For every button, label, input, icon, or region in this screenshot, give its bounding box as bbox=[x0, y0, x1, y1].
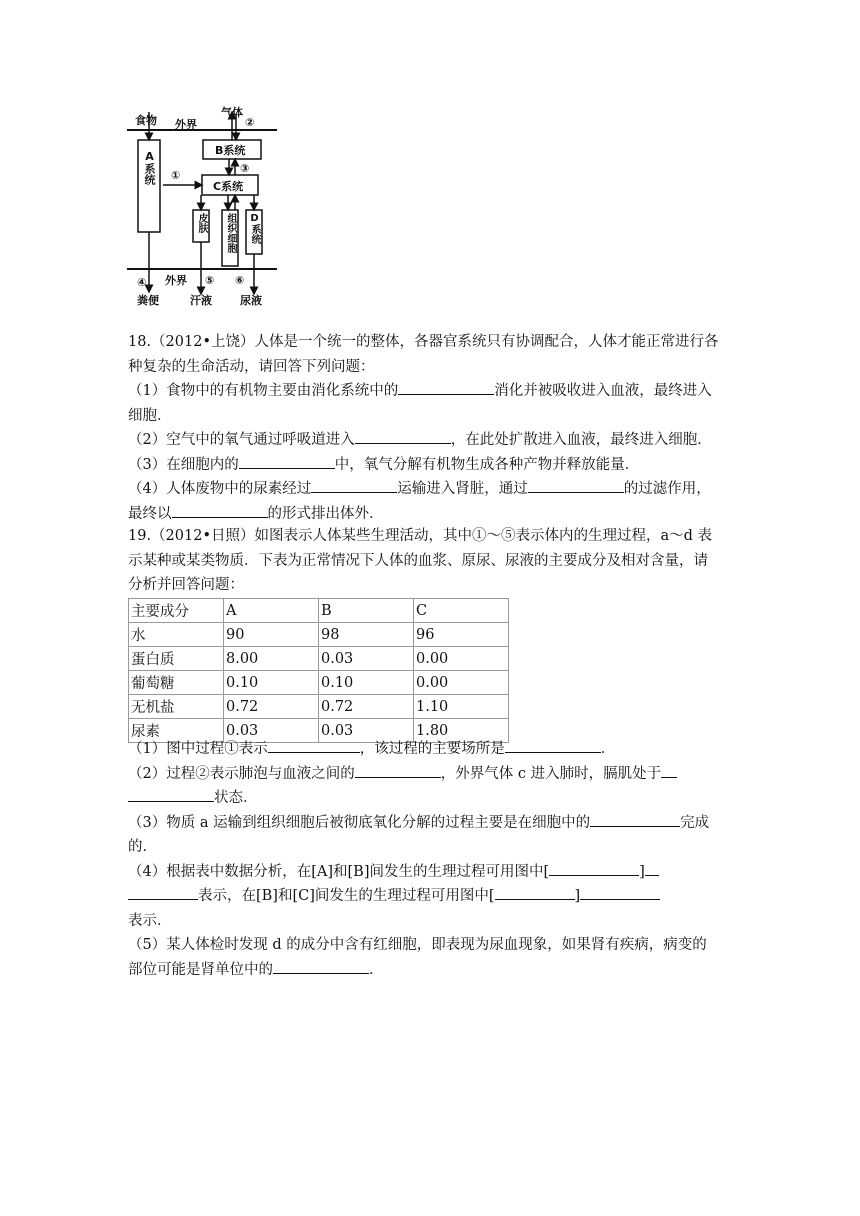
answer-blank[interactable] bbox=[661, 762, 677, 778]
answer-blank[interactable] bbox=[172, 502, 268, 518]
table-cell: 1.10 bbox=[414, 695, 509, 719]
answer-blank[interactable] bbox=[128, 884, 198, 900]
outside-top-label: 外界 bbox=[175, 118, 197, 131]
answer-blank[interactable] bbox=[580, 884, 660, 900]
table-cell: 蛋白质 bbox=[129, 647, 224, 671]
table-cell: 0.03 bbox=[319, 647, 414, 671]
answer-blank[interactable] bbox=[528, 477, 624, 493]
answer-blank[interactable] bbox=[239, 453, 335, 469]
question-18 bbox=[128, 330, 738, 526]
food-label: 食物 bbox=[135, 114, 157, 127]
answer-blank[interactable] bbox=[505, 737, 601, 753]
table-cell: 0.10 bbox=[224, 671, 319, 695]
table-row bbox=[129, 599, 509, 623]
b-system-label: B系统 bbox=[215, 144, 246, 157]
process-2-marker: ② bbox=[245, 116, 255, 129]
q18-part-4: （4）人体废物中的尿素经过 运输进入肾脏，通过 的过滤作用， bbox=[128, 477, 738, 502]
table-cell: A bbox=[224, 599, 319, 623]
q19-part-2: （2）过程②表示肺泡与血液之间的 ，外界气体 c 进入肺时，膈肌处于 bbox=[128, 762, 738, 787]
q18-part-1: （1）食物中的有机物主要由消化系统中的 消化并被吸收进入血液，最终进入 bbox=[128, 379, 738, 404]
table-cell: 90 bbox=[224, 623, 319, 647]
table-cell: 0.10 bbox=[319, 671, 414, 695]
q19-part-1: （1）图中过程①表示 ，该过程的主要场所是 ． bbox=[128, 737, 738, 762]
skin-label: 皮肤 bbox=[196, 213, 207, 233]
table-cell: 尿素 bbox=[129, 719, 224, 743]
gas-label: 气体 bbox=[221, 106, 243, 119]
q19-part-5: （5）某人体检时发现 d 的成分中含有红细胞，即表现为尿血现象，如果肾有疾病，病变的 bbox=[128, 937, 707, 953]
q19-part-2-cont: 状态． bbox=[128, 786, 738, 811]
answer-blank[interactable] bbox=[355, 762, 441, 778]
process-5-marker: ⑤ bbox=[205, 274, 215, 287]
feces-label: 粪便 bbox=[137, 294, 159, 307]
q19-line-2: 示某种或某类物质．下表为正常情况下人体的血浆、原尿、尿液的主要成分及相对含量，请 bbox=[128, 552, 708, 569]
process-1-marker: ① bbox=[171, 169, 181, 182]
table-cell: 水 bbox=[129, 623, 224, 647]
answer-blank[interactable] bbox=[311, 477, 397, 493]
answer-blank[interactable] bbox=[268, 737, 360, 753]
q18-part-4-cont: 最终以 的形式排出体外． bbox=[128, 502, 738, 527]
answer-blank[interactable] bbox=[128, 786, 214, 802]
answer-blank[interactable] bbox=[398, 379, 494, 395]
q19-part-4-end: 表示． bbox=[128, 912, 172, 929]
table-cell: 0.72 bbox=[224, 695, 319, 719]
answer-blank[interactable] bbox=[355, 428, 451, 444]
table-cell: 主要成分 bbox=[129, 599, 224, 623]
d-system-label: D系统 bbox=[249, 213, 260, 244]
table-cell: C bbox=[414, 599, 509, 623]
q18-part-2: （2）空气中的氧气通过呼吸道进入 ，在此处扩散进入血液，最终进入细胞． bbox=[128, 428, 738, 453]
table-cell: 0.72 bbox=[319, 695, 414, 719]
q19-part-3-cont: 的． bbox=[128, 839, 157, 855]
table-cell: 1.80 bbox=[414, 719, 509, 743]
process-3-marker: ③ bbox=[240, 162, 250, 175]
a-system-label: A系统 bbox=[143, 150, 156, 185]
q18-part-3: （3）在细胞内的 中，氧气分解有机物生成各种产物并释放能量． bbox=[128, 453, 738, 478]
answer-blank[interactable] bbox=[273, 958, 369, 974]
table-cell: 98 bbox=[319, 623, 414, 647]
outside-bottom-label: 外界 bbox=[165, 274, 187, 287]
table-cell: 0.00 bbox=[414, 647, 509, 671]
table-cell: 0.03 bbox=[319, 719, 414, 743]
question-19-intro bbox=[128, 524, 738, 598]
table-cell: 0.00 bbox=[414, 671, 509, 695]
table-row bbox=[129, 671, 509, 695]
tissue-cells-label: 组织细胞 bbox=[225, 213, 236, 253]
sweat-label: 汗液 bbox=[190, 294, 212, 307]
table-cell: 葡萄糖 bbox=[129, 671, 224, 695]
q18-line-1: 18.（2012•上饶）人体是一个统一的整体，各器官系统只有协调配合，人体才能正常进行各 bbox=[128, 334, 719, 350]
composition-table bbox=[128, 598, 509, 743]
table-row bbox=[129, 647, 509, 671]
table-cell: 0.03 bbox=[224, 719, 319, 743]
q19-part-5-cont: 部位可能是肾单位中的 ． bbox=[128, 958, 738, 983]
table-row bbox=[129, 623, 509, 647]
process-4-marker: ④ bbox=[137, 276, 147, 289]
table-cell: 8.00 bbox=[224, 647, 319, 671]
q19-line-1: 19.（2012•日照）如图表示人体某些生理活动，其中①～⑤表示体内的生理过程，a～d 表 bbox=[128, 528, 713, 544]
answer-blank[interactable] bbox=[549, 860, 639, 876]
table-cell: B bbox=[319, 599, 414, 623]
answer-blank[interactable] bbox=[495, 884, 575, 900]
q19-part-4: （4）根据表中数据分析，在[A]和[B]间发生的生理过程可用图中[ ] bbox=[128, 860, 738, 885]
q19-part-3: （3）物质 a 运输到组织细胞后被彻底氧化分解的过程主要是在细胞中的 完成 bbox=[128, 811, 738, 836]
process-6-marker: ⑥ bbox=[235, 274, 245, 287]
answer-blank[interactable] bbox=[645, 860, 659, 876]
question-19-parts bbox=[128, 737, 738, 982]
urine-label: 尿液 bbox=[240, 294, 262, 307]
table-cell: 96 bbox=[414, 623, 509, 647]
table-cell: 无机盐 bbox=[129, 695, 224, 719]
body-systems-diagram bbox=[125, 104, 285, 310]
q18-line-cell: 细胞． bbox=[128, 407, 172, 424]
q18-line-2: 种复杂的生命活动，请回答下列问题： bbox=[128, 358, 375, 375]
table-row bbox=[129, 695, 509, 719]
q19-part-4-cont: 表示，在[B]和[C]间发生的生理过程可用图中[ ] bbox=[128, 884, 738, 909]
answer-blank[interactable] bbox=[590, 811, 680, 827]
q19-line-3: 分析并回答问题： bbox=[128, 577, 244, 593]
c-system-label: C系统 bbox=[213, 180, 244, 193]
